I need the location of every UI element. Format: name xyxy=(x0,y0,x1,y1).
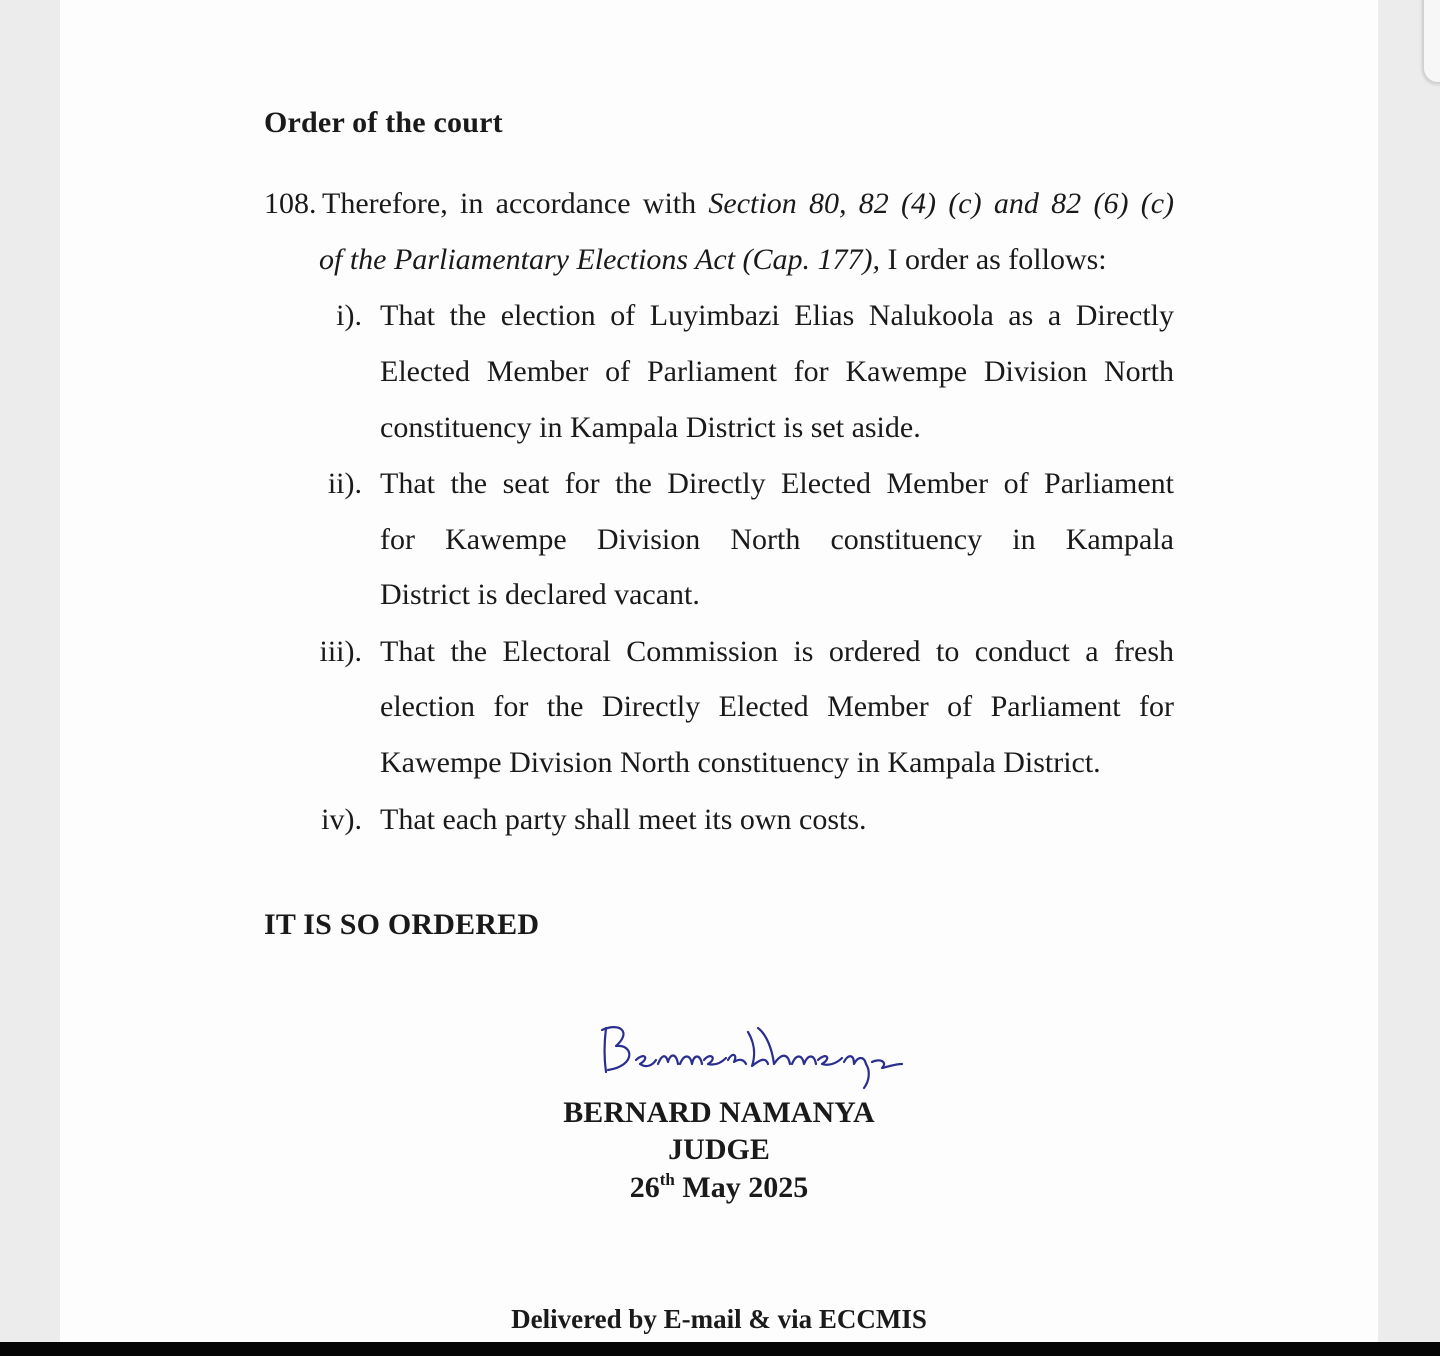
list-marker: iii). xyxy=(319,635,362,668)
delivery-note: Delivered by E-mail & via ECCMIS xyxy=(511,1304,927,1334)
paragraph-number: 108. xyxy=(264,187,317,220)
list-item-line: That the election of Luyimbazi Elias Nalukoola as a Directly xyxy=(380,299,1174,332)
list-item-line: for Kawempe Division North constituency in Kampala xyxy=(380,523,1174,556)
date-day: 26 xyxy=(629,1171,660,1204)
list-marker: ii). xyxy=(327,467,362,500)
closing-statement: IT IS SO ORDERED xyxy=(264,908,540,941)
list-item-line: election for the Directly Elected Member of Parliament for xyxy=(380,690,1174,723)
bottom-system-bar xyxy=(0,1342,1440,1356)
list-item-line: That each party shall meet its own costs. xyxy=(380,803,867,836)
list-item-line: constituency in Kampala District is set aside. xyxy=(380,411,921,444)
judge-title: JUDGE xyxy=(668,1133,770,1166)
date-month-year: May 2025 xyxy=(674,1171,809,1204)
date-suffix: th xyxy=(659,1170,675,1189)
list-marker: iv). xyxy=(321,803,362,836)
list-marker: i). xyxy=(336,299,362,332)
list-item-line: Elected Member of Parliament for Kawempe Division North xyxy=(380,355,1174,388)
list-item-line: Kawempe Division North constituency in Kampala District. xyxy=(380,746,1101,779)
judgment-date xyxy=(60,1170,1378,1205)
document-page xyxy=(60,0,1378,1342)
handwritten-signature xyxy=(596,1014,916,1094)
statute-citation-cont: of the Parliamentary Elections Act (Cap. 177), xyxy=(319,243,881,276)
intro-text-end: I order as follows: xyxy=(880,243,1107,276)
list-item-line: District is declared vacant. xyxy=(380,578,700,611)
statute-citation: Section 80, 82 (4) (c) and 82 (6) (c) xyxy=(708,187,1175,220)
intro-text: Therefore, in accordance with xyxy=(322,187,709,220)
section-heading: Order of the court xyxy=(264,106,503,139)
list-item-line: That the seat for the Directly Elected Member of Parliament xyxy=(380,467,1174,500)
judge-name: BERNARD NAMANYA xyxy=(563,1096,875,1129)
paragraph-intro-line-2 xyxy=(319,242,1107,278)
scroll-handle[interactable] xyxy=(1422,0,1440,84)
list-item-line: That the Electoral Commission is ordered to conduct a fresh xyxy=(380,635,1174,668)
paragraph-intro-line-1 xyxy=(322,186,1174,222)
